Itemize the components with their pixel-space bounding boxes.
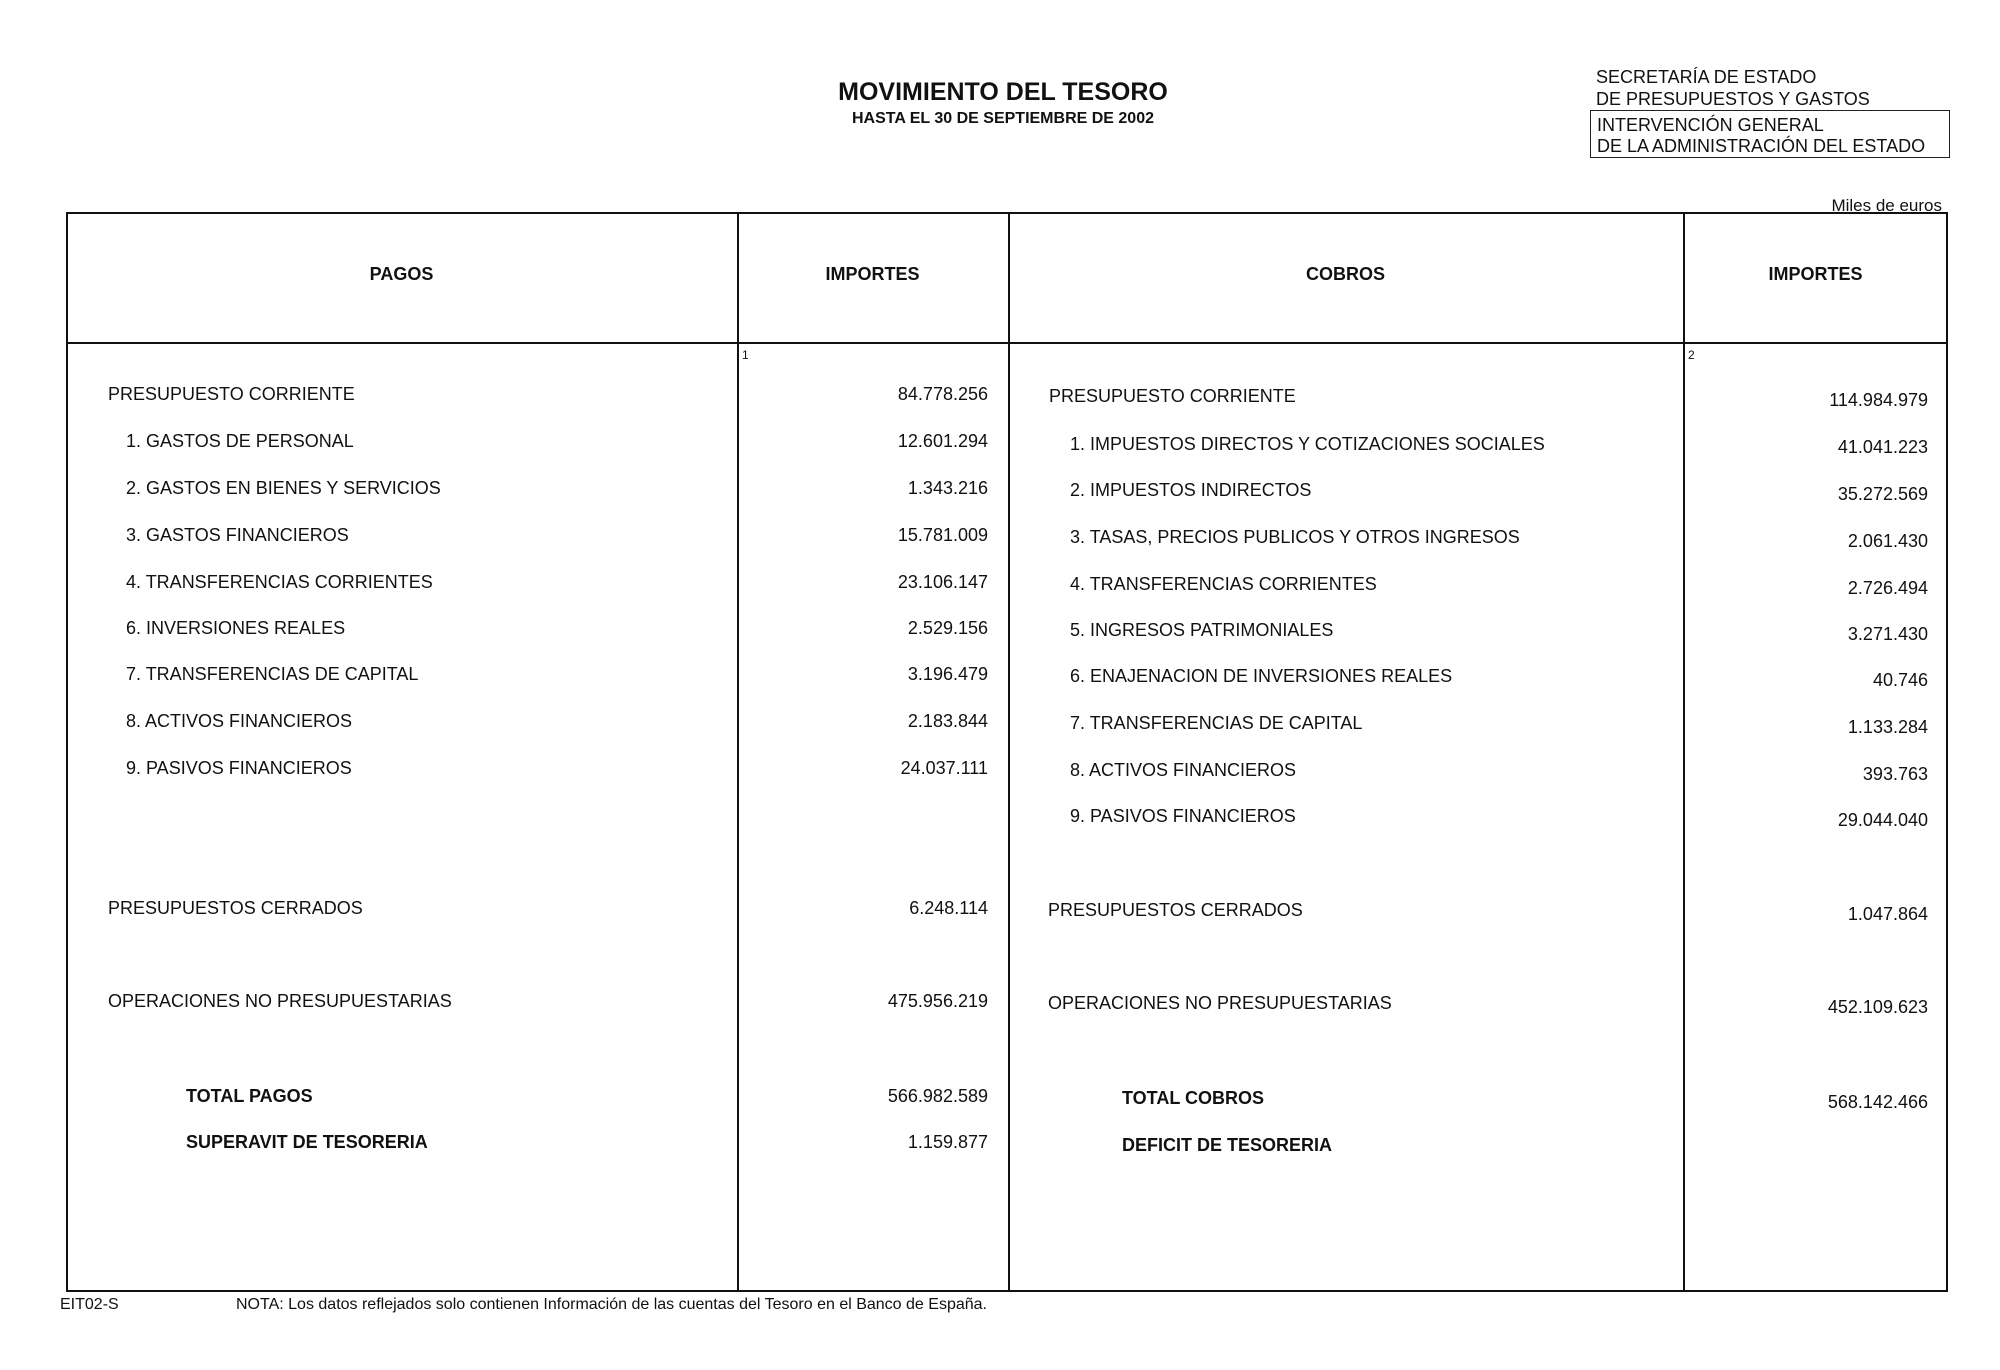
cobros-row-label: PRESUPUESTO CORRIENTE <box>1049 386 1296 406</box>
page-title: MOVIMIENTO DEL TESORO <box>838 78 1168 106</box>
cobros-header: COBROS <box>1305 264 1385 284</box>
treasury-table <box>66 212 1948 1292</box>
cobros-row-label: 9. PASIVOS FINANCIEROS <box>1070 806 1296 826</box>
total-pagos-value: 566.982.589 <box>887 1086 988 1106</box>
total-cobros-value: 568.142.466 <box>1827 1092 1928 1112</box>
pagos-row-value: 2.183.844 <box>907 711 988 731</box>
cobros-row-value: 40.746 <box>1872 670 1928 690</box>
total-pagos-label: TOTAL PAGOS <box>186 1086 313 1106</box>
cobros-row-label: 1. IMPUESTOS DIRECTOS Y COTIZACIONES SOCIALES <box>1070 434 1545 454</box>
pagos-header: PAGOS <box>369 264 434 284</box>
units-label: Miles de euros <box>1831 196 1942 215</box>
pagos-row-value: 2.529.156 <box>907 618 988 638</box>
document-code: EIT02-S <box>60 1296 119 1313</box>
pagos-row-label: OPERACIONES NO PRESUPUESTARIAS <box>108 991 452 1011</box>
deficit-label: DEFICIT DE TESORERIA <box>1122 1135 1333 1155</box>
pagos-row-label: 7. TRANSFERENCIAS DE CAPITAL <box>126 664 419 684</box>
cobros-row-value: 41.041.223 <box>1837 437 1928 457</box>
pagos-row-label: 6. INVERSIONES REALES <box>126 618 346 638</box>
pagos-row-value: 12.601.294 <box>897 431 988 451</box>
cobros-row-label: OPERACIONES NO PRESUPUESTARIAS <box>1048 993 1392 1013</box>
intervencion-line-2: DE LA ADMINISTRACIÓN DEL ESTADO <box>1597 136 1926 156</box>
cobros-row-label: 2. IMPUESTOS INDIRECTOS <box>1070 480 1312 500</box>
pagos-row-value: 15.781.009 <box>897 525 988 545</box>
intervencion-line-1: INTERVENCIÓN GENERAL <box>1597 115 1824 135</box>
pagos-row-value: 3.196.479 <box>907 664 988 684</box>
superavit-value: 1.159.877 <box>907 1132 988 1152</box>
total-cobros-label: TOTAL COBROS <box>1122 1088 1265 1108</box>
cobros-row-value: 2.726.494 <box>1847 578 1928 598</box>
cobros-row-label: 7. TRANSFERENCIAS DE CAPITAL <box>1070 713 1363 733</box>
pagos-row-value: 475.956.219 <box>887 991 988 1011</box>
cobros-row-label: 4. TRANSFERENCIAS CORRIENTES <box>1070 574 1377 594</box>
column-marker-left: 1 <box>742 348 749 362</box>
cobros-row-label: PRESUPUESTOS CERRADOS <box>1048 900 1303 920</box>
pagos-row-label: 3. GASTOS FINANCIEROS <box>126 525 349 545</box>
column-divider-2 <box>1008 212 1010 1292</box>
pagos-row-label: 2. GASTOS EN BIENES Y SERVICIOS <box>126 478 441 498</box>
column-divider-1 <box>737 212 739 1292</box>
cobros-row-value: 1.133.284 <box>1847 717 1928 737</box>
pagos-row-label: PRESUPUESTOS CERRADOS <box>108 898 363 918</box>
header-divider <box>66 342 1948 344</box>
pagos-row-value: 1.343.216 <box>907 478 988 498</box>
pagos-row-label: 9. PASIVOS FINANCIEROS <box>126 758 352 778</box>
pagos-row-label: 4. TRANSFERENCIAS CORRIENTES <box>126 572 433 592</box>
cobros-row-value: 29.044.040 <box>1837 810 1928 830</box>
pagos-row-label: 8. ACTIVOS FINANCIEROS <box>126 711 353 731</box>
pagos-row-label: 1. GASTOS DE PERSONAL <box>126 431 354 451</box>
column-divider-3 <box>1683 212 1685 1292</box>
intervencion-box <box>1590 110 1950 158</box>
cobros-row-label: 5. INGRESOS PATRIMONIALES <box>1070 620 1334 640</box>
pagos-row-value: 24.037.111 <box>900 758 988 778</box>
cobros-row-label: 3. TASAS, PRECIOS PUBLICOS Y OTROS INGRESOS <box>1070 527 1520 547</box>
secretaria-line-1: SECRETARÍA DE ESTADO <box>1596 67 1817 87</box>
pagos-row-value: 6.248.114 <box>909 898 988 918</box>
cobros-row-value: 393.763 <box>1862 764 1928 784</box>
importes-header-right: IMPORTES <box>1768 264 1863 284</box>
column-marker-right: 2 <box>1688 348 1695 362</box>
pagos-row-value: 84.778.256 <box>897 384 988 404</box>
superavit-label: SUPERAVIT DE TESORERIA <box>186 1132 428 1152</box>
cobros-row-value: 2.061.430 <box>1847 531 1928 551</box>
cobros-row-value: 1.047.864 <box>1847 904 1928 924</box>
secretaria-line-2: DE PRESUPUESTOS Y GASTOS <box>1596 89 1870 109</box>
cobros-row-value: 3.271.430 <box>1847 624 1928 644</box>
cobros-row-value: 452.109.623 <box>1827 997 1928 1017</box>
cobros-row-label: 6. ENAJENACION DE INVERSIONES REALES <box>1070 666 1453 686</box>
pagos-row-label: PRESUPUESTO CORRIENTE <box>108 384 355 404</box>
cobros-row-value: 35.272.569 <box>1837 484 1928 504</box>
footnote: NOTA: Los datos reflejados solo contienen Información de las cuentas del Tesoro en el Banco de España. <box>236 1296 987 1313</box>
page-subtitle: HASTA EL 30 DE SEPTIEMBRE DE 2002 <box>851 110 1154 127</box>
cobros-row-label: 8. ACTIVOS FINANCIEROS <box>1070 760 1297 780</box>
pagos-row-value: 23.106.147 <box>897 572 988 592</box>
cobros-row-value: 114.984.979 <box>1829 390 1928 410</box>
secretaria-block <box>1596 66 1870 110</box>
importes-header-left: IMPORTES <box>825 264 920 284</box>
